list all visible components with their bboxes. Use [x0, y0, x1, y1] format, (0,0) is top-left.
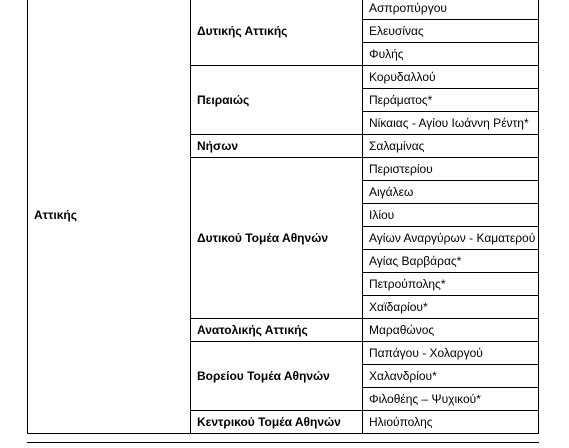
regional-unit-cell: Δυτικής Αττικής: [191, 0, 363, 66]
municipality-cell: Παπάγου - Χολαργού: [363, 342, 539, 365]
region-name-cell: Αττικής: [28, 0, 191, 434]
municipality-cell: Αιγάλεω: [363, 181, 539, 204]
municipality-cell: Σαλαμίνας: [363, 135, 539, 158]
table-row: [28, 0, 539, 20]
regional-unit-cell: Βορείου Τομέα Αθηνών: [191, 342, 363, 411]
municipality-cell: Ασπροπύργου: [363, 0, 539, 20]
municipality-cell: Αγίας Βαρβάρας*: [363, 250, 539, 273]
municipality-cell: Ελευσίνας: [363, 20, 539, 43]
municipality-cell: Κορυδαλλού: [363, 66, 539, 89]
regional-unit-cell: Δυτικού Τομέα Αθηνών: [191, 158, 363, 319]
municipality-cell: Αγίων Αναργύρων - Καματερού: [363, 227, 539, 250]
municipality-cell: Περάματος*: [363, 89, 539, 112]
regions-table: [27, 0, 539, 434]
municipality-cell: Περιστερίου: [363, 158, 539, 181]
regions-table-body: [28, 0, 539, 434]
regional-unit-cell: Ανατολικής Αττικής: [191, 319, 363, 342]
municipality-cell: Πετρούπολης*: [363, 273, 539, 296]
municipality-cell: Ηλιούπολης: [363, 411, 539, 434]
municipality-cell: Μαραθώνος: [363, 319, 539, 342]
municipality-cell: Χαϊδαρίου*: [363, 296, 539, 319]
regional-unit-cell: Πειραιώς: [191, 66, 363, 135]
regional-unit-cell: Κεντρικού Τομέα Αθηνών: [191, 411, 363, 434]
table-bottom-rule: [27, 442, 539, 443]
municipality-cell: Φιλοθέης – Ψυχικού*: [363, 388, 539, 411]
municipality-cell: Χαλανδρίου*: [363, 365, 539, 388]
municipality-cell: Ιλίου: [363, 204, 539, 227]
municipality-cell: Φυλής: [363, 43, 539, 66]
regional-unit-cell: Νήσων: [191, 135, 363, 158]
municipality-cell: Νίκαιας - Αγίου Ιωάννη Ρέντη*: [363, 112, 539, 135]
